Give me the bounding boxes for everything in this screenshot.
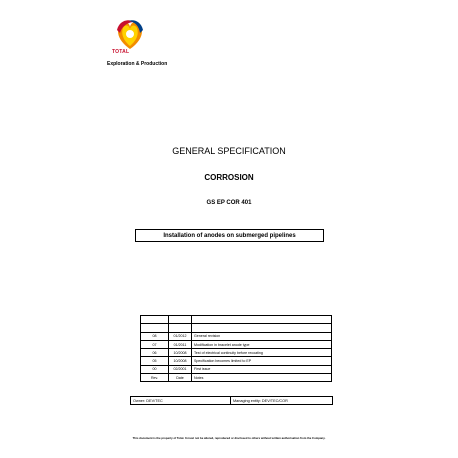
- notes-cell: [192, 316, 332, 324]
- revision-cell: 05: [141, 357, 169, 365]
- document-subject: [135, 229, 324, 242]
- revision-header: Rev.: [141, 374, 169, 382]
- date-cell: 01/2012: [169, 332, 192, 340]
- notes-cell: First issue: [192, 365, 332, 373]
- table-row: [141, 365, 332, 373]
- table-row: [141, 316, 332, 324]
- table-row: [141, 332, 332, 340]
- document-number: GS EP COR 401: [206, 200, 252, 206]
- date-header: Date: [169, 374, 192, 382]
- table-header-row: [141, 374, 332, 382]
- notes-cell: Specification becomes limited to EP: [192, 357, 332, 365]
- total-logo-icon: [110, 18, 150, 52]
- notes-cell: Modification in bracelet anode type: [192, 340, 332, 348]
- property-notice: This document is the property of Total. It must not be altered, reproduced or disclosed to others without written authorisation from the Company.: [132, 436, 326, 440]
- table-row: [141, 340, 332, 348]
- date-cell: [169, 324, 192, 332]
- revision-cell: 06: [141, 349, 169, 357]
- notes-cell: Test of electrical continuity before recoating: [192, 349, 332, 357]
- brand-name: TOTAL: [112, 49, 130, 55]
- revision-cell: 08: [141, 332, 169, 340]
- managing-entity-cell: Managing entity: DEV/TEC/COR: [231, 396, 333, 405]
- revision-cell: 00: [141, 365, 169, 373]
- revision-table: [140, 315, 332, 382]
- total-logo: [110, 18, 150, 64]
- date-cell: 10/2008: [169, 357, 192, 365]
- table-row: [141, 324, 332, 332]
- date-cell: [169, 316, 192, 324]
- owner-cell: Owner: DEV/TEC: [130, 396, 231, 405]
- document-subject-text: Installation of anodes on submerged pipelines: [163, 232, 296, 239]
- revision-cell: [141, 324, 169, 332]
- notes-cell: [192, 324, 332, 332]
- document-category: GENERAL SPECIFICATION: [172, 146, 286, 156]
- document-title: CORROSION: [204, 173, 254, 182]
- table-row: [141, 349, 332, 357]
- notes-header: Notes: [192, 374, 332, 382]
- date-cell: 01/2011: [169, 340, 192, 348]
- division-name: Exploration & Production: [107, 61, 168, 67]
- revision-cell: [141, 316, 169, 324]
- ownership-row: [130, 396, 333, 405]
- table-row: [141, 357, 332, 365]
- date-cell: 10/2008: [169, 349, 192, 357]
- revision-cell: 07: [141, 340, 169, 348]
- notes-cell: General revision: [192, 332, 332, 340]
- date-cell: 02/2001: [169, 365, 192, 373]
